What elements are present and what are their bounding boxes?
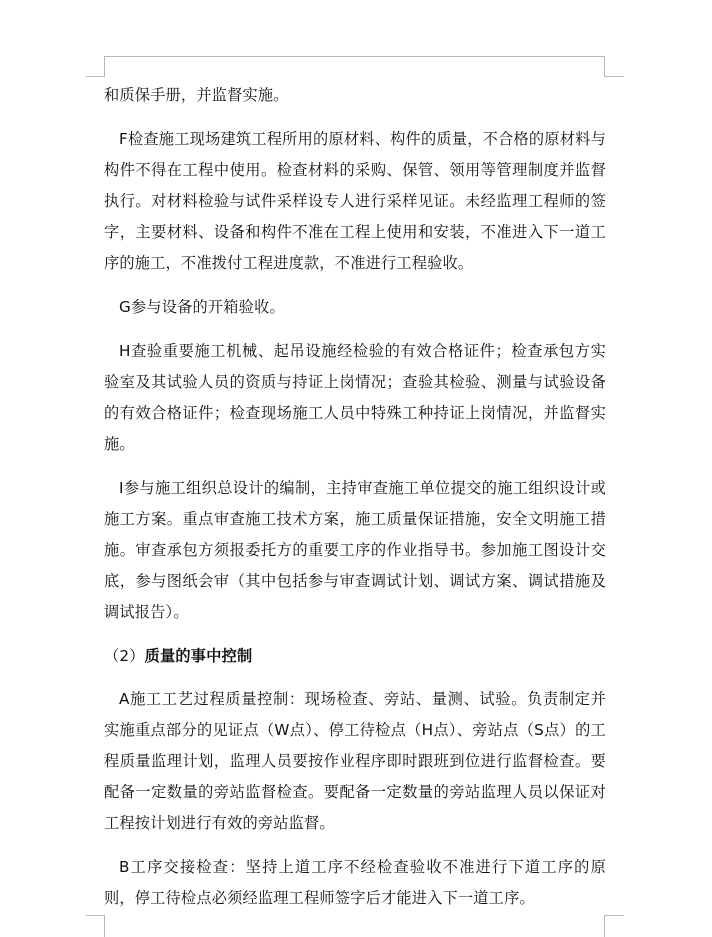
section-heading (104, 641, 606, 672)
document-body[interactable] (104, 80, 606, 927)
page-top-border (104, 56, 604, 57)
corner-mark-top-right (604, 56, 605, 76)
corner-mark-top-right-horizontal (604, 76, 624, 77)
section-heading-number: （2） (104, 647, 145, 665)
corner-mark-bottom-right-horizontal (604, 915, 624, 916)
paragraph-i: I参与施工组织总设计的编制，主持审查施工单位提交的施工组织设计或施工方案。重点审查施工技术方案，施工质量保证措施，安全文明施工措施。审查承包方须报委托方的重要工序的作业指导书。参加施工图设计交底，参与图纸会审（其中包括参与审查调试计划、调试方案、调试措施及调试报告）。 (104, 479, 606, 621)
paragraph-f: F检查施工现场建筑工程所用的原材料、构件的质量，不合格的原材料与构件不得在工程中使用。检查材料的采购、保管、领用等管理制度并监督执行。对材料检验与试件采样设专人进行采样见证。未经监理工程师的签字，主要材料、设备和构件不准在工程上使用和安装，不准进入下一道工序的施工，不准拨付工程进度款，不准进行工程验收。 (104, 130, 606, 272)
corner-mark-top-left-horizontal (86, 76, 105, 77)
paragraph-h: H查验重要施工机械、起吊设施经检验的有效合格证件；检查承包方实验室及其试验人员的资质与持证上岗情况；查验其检验、测量与试验设备的有效合格证件；检查现场施工人员中特殊工种持证上岗情况，并监督实施。 (104, 342, 606, 453)
corner-mark-top-left (104, 56, 105, 76)
paragraph-a: A施工工艺过程质量控制：现场检查、旁站、量测、试验。负责制定并实施重点部分的见证点（W点）、停工待检点（H点）、旁站点（S点）的工程质量监理计划，监理人员要按作业程序即时跟班到位进行监督检查。要配备一定数量的旁站监督检查。要配备一定数量的旁站监理人员以保证对工程按计划进行有效的旁站监督。 (104, 690, 606, 832)
paragraph-g: G参与设备的开箱验收。 (119, 298, 285, 316)
paragraph-continued: 和质保手册，并监督实施。 (104, 86, 289, 104)
corner-mark-bottom-left-horizontal (86, 915, 105, 916)
section-heading-title: 质量的事中控制 (144, 647, 253, 665)
paragraph-b: B工序交接检查：坚持上道工序不经检查验收不准进行下道工序的原则，停工待检点必须经监理工程师签字后才能进入下一道工序。 (104, 858, 606, 907)
